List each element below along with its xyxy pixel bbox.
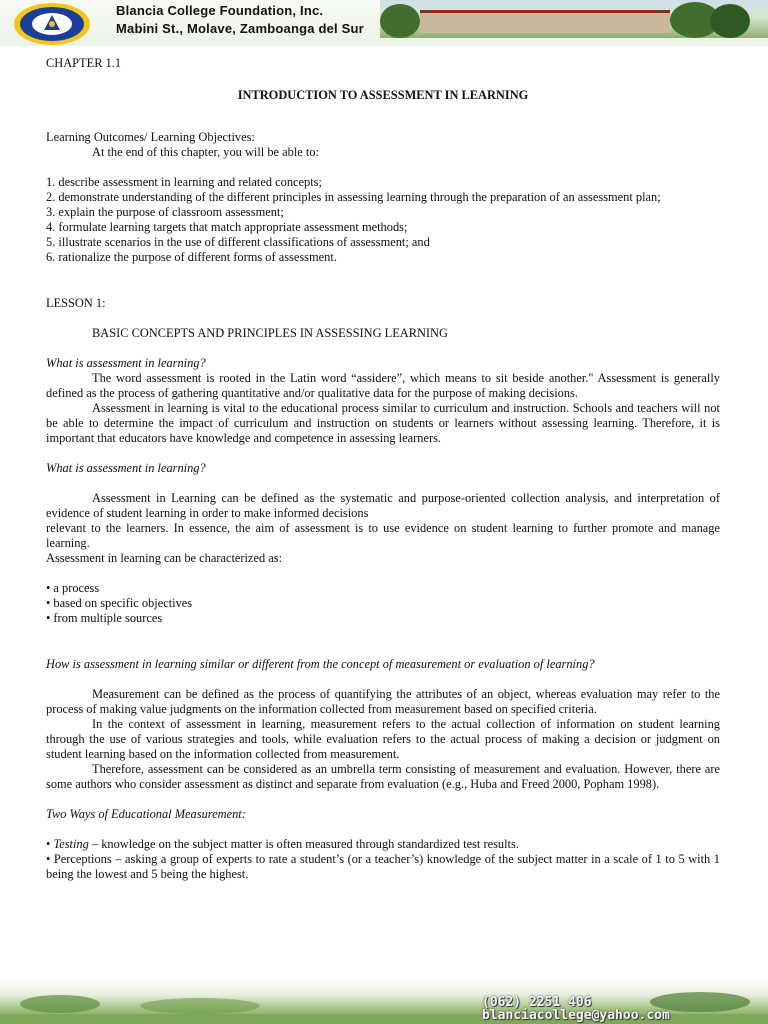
lesson-title: BASIC CONCEPTS AND PRINCIPLES IN ASSESSING LEARNING <box>92 326 448 340</box>
list-item: • Perceptions – asking a group of experts to rate a student’s (or a teacher’s) knowledge of the subject matter in a scale of 1 to 5 with 1 being the lowest and 5 being the highest. <box>46 852 720 881</box>
paragraph: relevant to the learners. In essence, the aim of assessment is to use evidence on student learning to further promote and manage learning. <box>46 521 720 550</box>
section-question: What is assessment in learning? <box>46 356 206 370</box>
list-item: 1. describe assessment in learning and related concepts; <box>46 175 322 189</box>
paragraph: Therefore, assessment can be considered as an umbrella term consisting of measurement and evaluation. However, there are some authors who consider assessment as distinct and separate from evaluation (e.g., Huba and Freed 2000, Popham 1998). <box>46 762 720 791</box>
list-item: 3. explain the purpose of classroom assessment; <box>46 205 284 219</box>
paragraph: Assessment in learning can be characterized as: <box>46 551 283 565</box>
list-item: 5. illustrate scenarios in the use of different classifications of assessment; and <box>46 235 430 249</box>
list-item: • from multiple sources <box>46 611 163 625</box>
list-item: • a process <box>46 581 100 595</box>
outcomes-heading: Learning Outcomes/ Learning Objectives: <box>46 130 255 144</box>
header-banner <box>0 0 768 46</box>
outcomes-list <box>46 175 720 265</box>
chapter-label: CHAPTER 1.1 <box>46 56 122 70</box>
contact-email: blanciacollege@yahoo.com <box>482 1008 670 1023</box>
school-name: Blancia College Foundation, Inc. <box>116 3 324 18</box>
bullet: • <box>46 837 54 851</box>
section-question: Two Ways of Educational Measurement: <box>46 807 246 821</box>
list-item: 2. demonstrate understanding of the different principles in assessing learning through the preparation of an assessment plan; <box>46 190 661 204</box>
list-item: 4. formulate learning targets that match appropriate assessment methods; <box>46 220 408 234</box>
term-testing: Testing <box>53 837 89 851</box>
section-question: What is assessment in learning? <box>46 461 206 475</box>
school-address: Mabini St., Molave, Zamboanga del Sur <box>116 21 364 36</box>
contact-phone: (062) 2251 406 <box>482 995 592 1010</box>
list-item: • based on specific objectives <box>46 596 193 610</box>
list-item: 6. rationalize the purpose of different forms of assessment. <box>46 250 337 264</box>
school-seal-logo <box>12 2 92 46</box>
paragraph: Assessment in learning is vital to the educational process similar to curriculum and instruction. Schools and teachers will not be able to determine the impact of curriculum and instruction on students or learners without assessing learning. Therefore, it is important that educators have knowledge and competence in assessing learners. <box>46 401 720 445</box>
paragraph: The word assessment is rooted in the Latin word “assidere”, which means to sit beside another." Assessment is generally defined as the process of gathering quantitative and/or qualitative data for the purpose of making decisions. <box>46 371 720 400</box>
outcomes-intro: At the end of this chapter, you will be able to: <box>92 145 319 159</box>
term-definition: – knowledge on the subject matter is often measured through standardized test results. <box>88 837 519 851</box>
document-body <box>46 56 720 882</box>
list-item <box>46 837 720 852</box>
paragraph: Measurement can be defined as the process of quantifying the attributes of an object, whereas evaluation may refer to the process of making value judgments on the information collected from measurement based on specified criteria. <box>46 687 720 716</box>
paragraph: Assessment in Learning can be defined as the systematic and purpose-oriented collection analysis, and interpretation of evidence of student learning in order to make informed decisions <box>46 491 720 520</box>
paragraph: In the context of assessment in learning, measurement refers to the actual collection of information on student learning through the use of various strategies and tools, while evaluation refers to the actual process of making a decision or judgment on student learning based on the information collected from measurement. <box>46 717 720 761</box>
lesson-label: LESSON 1: <box>46 296 106 310</box>
characteristics-list <box>46 581 720 626</box>
section-question: How is assessment in learning similar or different from the concept of measurement or evaluation of learning? <box>46 657 595 671</box>
chapter-title: INTRODUCTION TO ASSESSMENT IN LEARNING <box>237 88 529 102</box>
campus-photo <box>380 0 768 38</box>
